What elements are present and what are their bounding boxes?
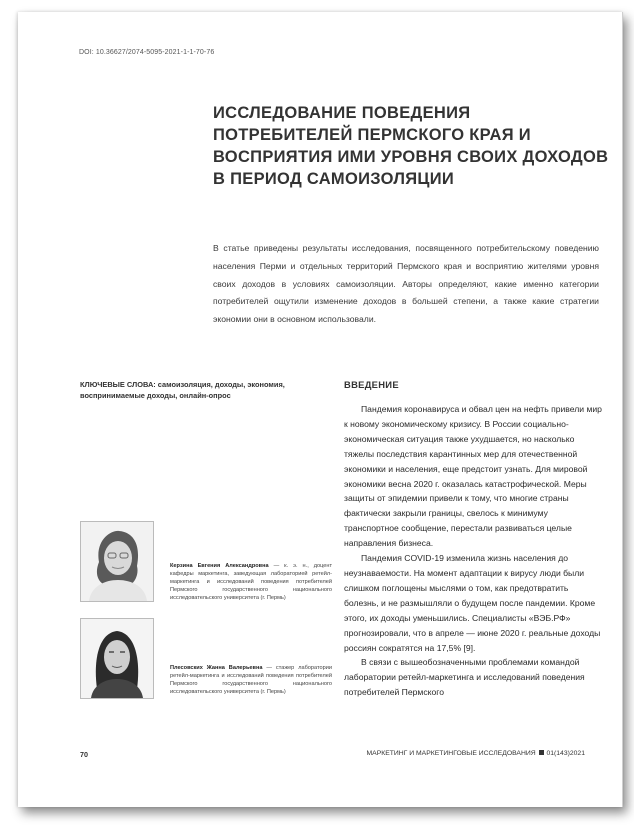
author-photo-2 — [80, 618, 154, 699]
journal-issue: 01(143)2021 — [546, 750, 585, 757]
doi: DOI: 10.36627/2074-5095-2021-1-1-70-76 — [79, 49, 215, 56]
author-description-1: — к. э. н., доцент кафедры маркетинга, заведующая лабораторией ретейл-маркетинга и исследований поведения потребителей Пермского государственного национального исследовательского университета (г. Пермь) — [170, 563, 333, 601]
author-description-2: — стажер лаборатории ретейл-маркетинга и исследований поведения потребителей Пермского государственного национального исследовательского университета (г. Пермь) — [170, 665, 332, 695]
article-title: ИССЛЕДОВАНИЕ ПОВЕДЕНИЯ ПОТРЕБИТЕЛЕЙ ПЕРМСКОГО КРАЯ И ВОСПРИЯТИЯ ИМИ УРОВНЯ СВОИХ ДОХОДОВ В ПЕРИОД САМОИЗОЛЯЦИИ — [213, 104, 609, 188]
section-heading: ВВЕДЕНИЕ — [344, 379, 399, 390]
journal-page — [18, 12, 623, 807]
author-name-2: Плесовских Жанна Валерьевна — [170, 665, 263, 671]
square-bullet-icon — [539, 750, 544, 755]
author-name-1: Керзина Евгения Александровна — [170, 563, 269, 569]
author-photo-1 — [80, 521, 154, 602]
introduction-text — [344, 402, 602, 700]
author-bio-1 — [170, 562, 332, 602]
keywords: КЛЮЧЕВЫЕ СЛОВА: самоизоляция, доходы, экономия, воспринимаемые доходы, онлайн-опрос — [80, 380, 285, 400]
journal-footer — [367, 750, 585, 757]
paragraph: В связи с вышеобозначенными проблемами командой лаборатории ретейл-маркетинга и исследований поведения потребителей Пермского — [344, 657, 585, 698]
page-number: 70 — [80, 750, 88, 759]
abstract: В статье приведены результаты исследования, посвященного потребительскому поведению населения Перми и отдельных территорий Пермского края и восприятию жителями уровня своих доходов в условиях самоизоляции. Авторы определяют, какие именно категории потребителей ощутили изменение доходов в большей степени, а также какие стратегии экономии они в основном использовали. — [213, 243, 599, 325]
journal-name: МАРКЕТИНГ И МАРКЕТИНГОВЫЕ ИССЛЕДОВАНИЯ — [366, 750, 536, 757]
paragraph: Пандемия коронавируса и обвал цен на нефть привели мир к новому экономическому кризису. В России социально-экономическая ситуация также ухудшается, но насколько тяжелы последствия карантинных мер для отечественной экономики и населения, еще предстоит узнать. Для мировой экономики весна 2020 г. оказалась катастрофической. Меры защиты от эпидемии привели к тому, что многие страны фактически закрыли границы, свелось к минимуму транспортное сообщение, перестали развиваться целые направления бизнеса. — [344, 404, 602, 549]
paragraph: Пандемия COVID-19 изменила жизнь населения до неузнаваемости. На момент адаптации к вирусу люди были слишком поглощены мыслями о том, как предотвратить болезнь, и не размышляли о будущем после пандемии. Кроме этого, их доходы уменьшились. Специалисты «ВЭБ.РФ» прогнозировали, что в апреле — июне 2020 г. реальные доходы россиян сократятся на 17,5% [9]. — [344, 553, 601, 653]
author-bio-2 — [170, 664, 332, 696]
